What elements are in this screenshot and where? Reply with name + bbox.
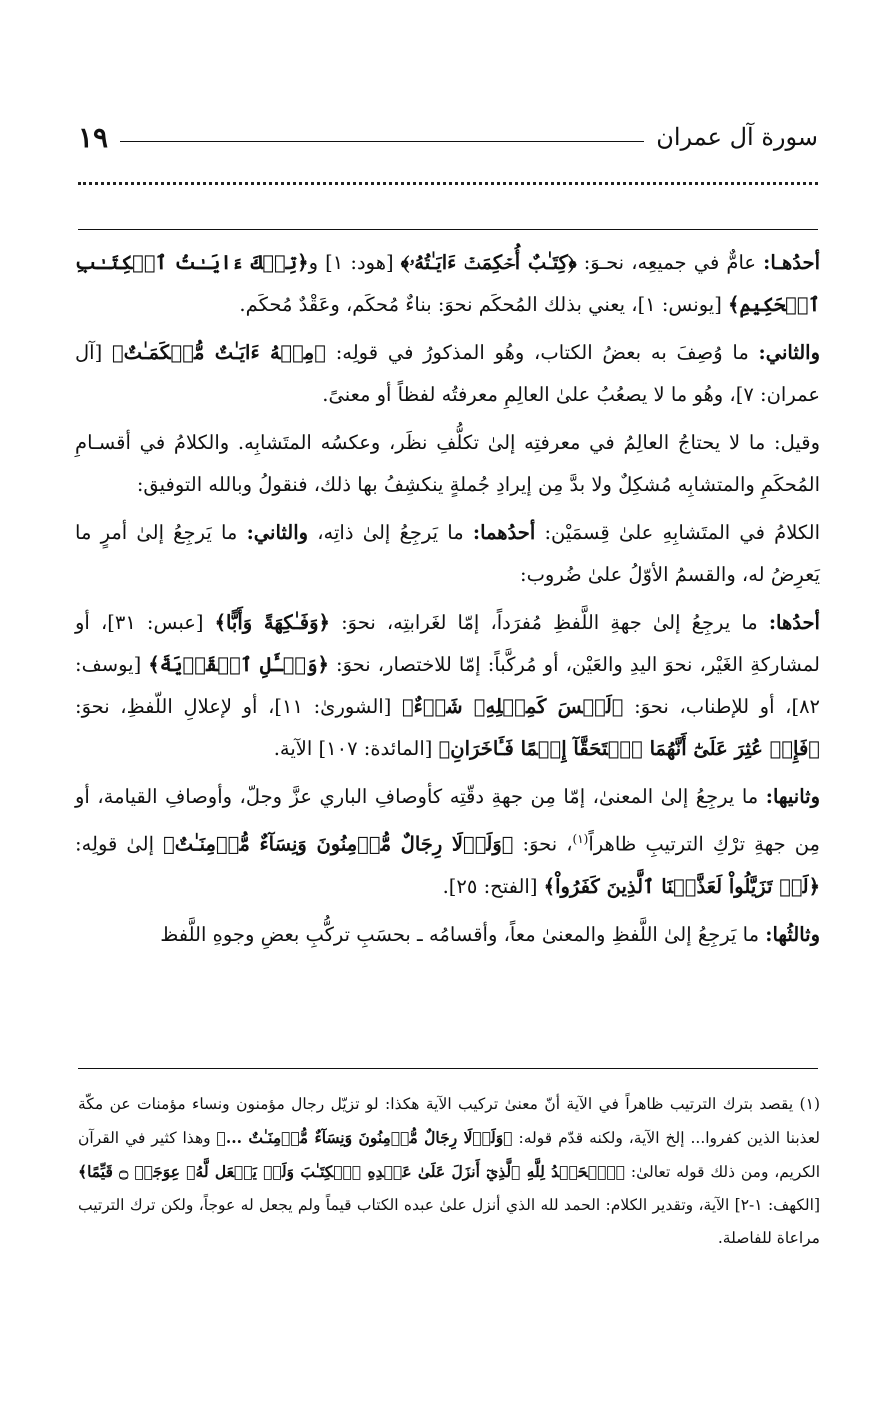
text-run: وهذا كثير في القرآن الكريم، ومن ذلك قوله تعالىٰ:	[78, 1129, 821, 1181]
header-rule	[120, 141, 644, 142]
text-run: [آل عمران: ٧]، وهُو ما لا يصعُبُ علىٰ العالِمِ معرفتُه لفظاً أو معنىً.	[75, 341, 820, 406]
text-run: [المائدة: ١٠٧] الآية.	[273, 737, 439, 760]
page-number: ١٩	[78, 120, 109, 154]
quran-quote: ﴿ٱلۡحَمۡدُ لِلَّهِ ٱلَّذِيٓ أَنزَلَ عَلَىٰ عَبۡدِهِ ٱلۡكِتَـٰبَ وَلَمۡ يَجۡعَل لَّهُۥ عِوَجَاۜ ۝ قَيِّمًا﴾	[78, 1162, 626, 1181]
quran-quote: ﴿وَلَوۡلَا رِجَالٌ مُّؤۡمِنُونَ وَنِسَآءٌ مُّؤۡمِنَـٰتٌ﴾	[163, 832, 514, 856]
text-run: ما يرجِعُ إلىٰ المعنىٰ، إمّا مِن جهةِ دقّتِه كأوصافِ الباري عزَّ وجلّ، وأوصافِ القيامة، أو مِن جهةِ ترْكِ الترتيبِ ظاهراً	[75, 785, 820, 856]
paragraph-lead: أحدُهـا:	[763, 251, 821, 274]
text-run: ، نحوَ:	[513, 832, 573, 856]
paragraph-said	[75, 422, 820, 506]
text-run: [الفتح: ٢٥].	[442, 874, 544, 898]
paragraph-lead: وثانيها:	[765, 785, 820, 808]
text-run: ما وُصِفَ به بعضُ الكتاب، وهُو المذكورُ في قولِه:	[325, 341, 759, 364]
text-run: [الشورىٰ: ١١]، أو لإعلالِ اللّفظِ، نحوَ:	[75, 695, 402, 718]
text-run: [يوسف: ٨٢]، أو للإطناب، نحوَ:	[75, 653, 821, 718]
text-run: عامٌّ في جميعِه، نحـوَ:	[576, 251, 764, 274]
page-header	[78, 112, 818, 162]
quran-quote: ﴿لَوۡ تَزَيَّلُواْ لَعَذَّبۡنَا ٱلَّذِينَ كَفَرُواْ﴾	[543, 874, 820, 898]
text-run: [عبس: ٣١]، أو لمشاركةِ الغَيْر، نحوَ اليدِ والعَيْن، أو مُركَّباً: إمّا للاختصار، نحوَ:	[75, 611, 820, 676]
text-run: ما يَرجِعُ إلىٰ اللَّفظِ والمعنىٰ معاً، وأقسامُه ـ بحسَبِ تركُّبِ بعضِ وجوهِ اللَّفظ	[160, 922, 766, 946]
paragraph-lead: أحدُهما:	[472, 521, 536, 544]
quran-quote: ﴿كِتَـٰبٌ أُحۡكِمَتۡ ءَايَـٰتُهُۥ﴾	[400, 251, 577, 274]
paragraph-first-type	[75, 602, 820, 770]
paragraph-third-type	[75, 914, 820, 956]
quran-quote: ﴿تِلۡكَ ءَايَـٰتُ ٱلۡكِتَـٰبِ ٱلۡحَكِيمِ﴾	[75, 251, 820, 316]
paragraph-lead: أحدُها:	[768, 611, 820, 634]
text-run: إلىٰ قولِه:	[75, 832, 164, 856]
running-title: سورة آل عمران	[656, 123, 818, 151]
paragraph-second-kind	[75, 332, 820, 416]
dotted-separator	[78, 182, 818, 196]
quran-quote: ﴿وَلَوۡلَا رِجَالٌ مُّؤۡمِنُونَ وَنِسَآءٌ مُّؤۡمِنَـٰتٌ ...﴾	[216, 1128, 513, 1147]
paragraph-second-type	[75, 776, 820, 908]
paragraph-lead: والثاني:	[758, 341, 821, 364]
quran-quote: ﴿فَإِنۡ عُثِرَ عَلَىٰٓ أَنَّهُمَا ٱسۡتَحَقَّآ إِثۡمًا فَـَٔاخَرَانِ﴾	[438, 737, 820, 760]
footnote-text	[78, 1088, 820, 1255]
text-run: [الكهف: ١-٢] الآية، وتقدير الكلام: الحمد لله الذي أنزل علىٰ عبده الكتاب قيماً ولم يجعل له عوجاً، ولكن ترك الترتيب مراعاة للفاصلة.	[78, 1196, 820, 1247]
quran-quote: ﴿لَيۡسَ كَمِثۡلِهِۦ شَيۡءٌ﴾	[401, 695, 624, 718]
text-run: ما يَرجِعُ إلىٰ ذاتِه،	[308, 521, 473, 544]
paragraph-two-sections	[75, 512, 820, 596]
footnote	[78, 1088, 820, 1255]
text-run: الكلامُ في المتَشابِهِ علىٰ قِسمَيْن:	[535, 521, 820, 544]
quran-quote: ﴿وَسۡـَٔلِ ٱلۡقَرۡيَةَ﴾	[148, 653, 329, 676]
paragraph-lead: وثالثُها:	[765, 922, 820, 946]
text-run: [يونس: ١]، يعني بذلك المُحكَم نحوَ: بناءٌ مُحكَم، وعَقْدٌ مُحكَم.	[239, 293, 729, 316]
footnote-rule	[78, 1068, 818, 1069]
text-run: [هود: ١] و	[308, 251, 401, 274]
main-text	[75, 242, 820, 962]
quran-quote: ﴿مِنۡهُ ءَايَـٰتٌ مُّحۡكَمَـٰتٌ﴾	[111, 341, 326, 364]
text-run: (١) يقصد بترك الترتيب ظاهراً في الآية أنّ معنىٰ تركيب الآية هكذا: لو تزيّل رجال مؤمنون ونساء مؤمنات عن مكّة لعذبنا الذين كفروا... إلخ الآية، ولكنه قدّم قوله:	[78, 1095, 820, 1147]
text-run: ما يرجِعُ إلىٰ جهةِ اللَّفظِ مُفرَداً، إمّا لغَرابتِه، نحوَ:	[329, 611, 769, 634]
text-run: ما يَرجِعُ إلىٰ أمرٍ ما يَعرِضُ له، والقسمُ الأوّلُ علىٰ ضُروب:	[75, 521, 820, 586]
text-run: وقيل: ما لا يحتاجُ العالِمُ في معرفتِه إلىٰ تكلُّفِ نظَر، وعكسُه المتَشابِه. والكلامُ في أقسـامِ المُحكَمِ والمتشابِه مُشكِلٌ ولا بدَّ مِن إيرادِ جُملةٍ ينكشِفُ بها ذلك، فنقولُ وبالله التوفيق:	[75, 431, 820, 496]
quran-quote: ﴿وَفَـٰكِهَةً وَأَبًّا﴾	[214, 611, 330, 634]
footnote-marker[interactable]: (١)	[572, 832, 589, 846]
paragraph-first-kind	[75, 242, 820, 326]
top-rule	[78, 229, 818, 230]
paragraph-lead: والثاني:	[246, 521, 309, 544]
